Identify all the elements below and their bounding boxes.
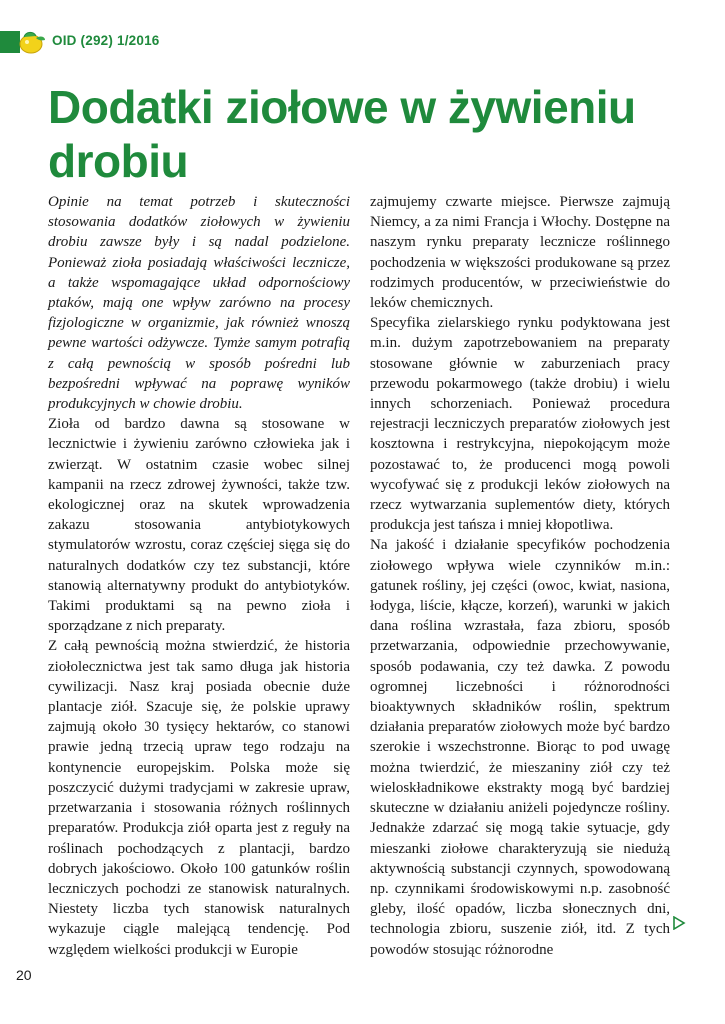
paragraph: Na jakość i działanie specyfików pochodzenia ziołowego wpływa wiele czynników m.in.: gatunek rośliny, jej części (owoc, kwiat, nasiona, łodyga, liście, kłącze, korzeń), warunki w jakich dana roślina wzrastała, faza zbioru, sposób przetwarzania, odpowiednie przechowywanie, sposób podawania, czy też dawka. Z powodu ogromnej liczebności i różnorodności bioaktywnych składników roślin, spektrum działania preparatów ziołowych może być bardzo szerokie i wszechstronne. Biorąc to pod uwagę można twierdzić, że mieszaniny ziół czy też wieloskładnikowe ekstrakty mogą być bardziej skuteczne w działaniu aniżeli pojedyncze rośliny. Jednakże zdarzać się mogą takie sytuacje, gdy mieszanki ziołowe charakteryzują sie niedużą aktywnością substancji czynnych, spowodowaną np. czynnikami środowiskowymi n.p. zasobność gleby, ilość opadów, liczba słonecznych dni, technologia zbioru, suszenie ziół, itd. Z tych powodów stosując różnorodne (370, 537, 670, 958)
issue-label: OID (292) 1/2016 (52, 33, 160, 48)
paragraph: Z całą pewnością można stwierdzić, że historia ziołolecznictwa jest tak samo długa jak historia cywilizacji. Nasz kraj posiada obecnie duże plantacje ziół. Szacuje się, że polskie uprawy zajmują około 30 tysięcy hektarów, co stanowi prawie jedną trzecią upraw tego rodzaju na kontynencie europejskim. Polska może się poszczycić dużymi tradycjami w zakresie upraw, przetwarzania i stosowania różnych roślinnych preparatów. Produkcja ziół oparta jest z reguły na roślinach pochodzących z plantacji, bardzo dobrych jakościowo. Około 100 gatunków roślin leczniczych pochodzi ze stanowisk naturalnych. Niestety liczba tych stanowisk naturalnych wykazuje ciągle malejącą tendencję. Pod względem wielkości produkcji w Europie (48, 638, 350, 958)
lemon-logo-icon (14, 27, 48, 57)
continue-arrow-icon (672, 916, 686, 930)
text-column-left (48, 192, 350, 960)
article-title: Dodatki ziołowe w żywieniu drobiu (48, 81, 636, 187)
page-number: 20 (16, 967, 32, 983)
paragraph: zajmujemy czwarte miejsce. Pierwsze zajmują Niemcy, a za nimi Francja i Włochy. Dostępne na naszym rynku preparaty lecznicze roślinnego pochodzenia w większości produkowane są przez rodzimych producentów, w przeciwieństwie do leków chemicznych. (370, 194, 670, 312)
paragraph: Specyfika zielarskiego rynku podyktowana jest m.in. dużym zapotrzebowaniem na preparaty stosowane głównie w zaburzeniach pracy przewodu pokarmowego (także drobiu) i wielu innych schorzeniach. Ponieważ procedura rejestracji leczniczych preparatów ziołowych jest kosztowna i restrykcyjna, niepokojącym może pozostawać to, że producenci mogą powoli wycofywać się z produkcji leków ziołowych na rzecz wytwarzania suplementów diety, których produkcja jest tańsza i mniej kłopotliwa. (370, 315, 670, 534)
article-lead: Opinie na temat potrzeb i skuteczności stosowania dodatków ziołowych w żywieniu drobiu zawsze były i są nadal podzielone. Ponieważ zioła posiadają właściwości lecznicze, a także wspomagające układ odpornościowy ptaków, mają one wpływ zarówno na procesy fizjologiczne w organizmie, jak również wnoszą pewne wartości odżywcze. Tymże samym potrafią z całą pewnością w sposób pośredni lub bezpośredni wpływać na poprawę wyników produkcyjnych w chowie drobiu. (48, 194, 350, 413)
text-column-right (370, 192, 670, 960)
paragraph: Zioła od bardzo dawna są stosowane w lecznictwie i żywieniu zarówno człowieka jak i zwierząt. W ostatnim czasie wobec silnej kampanii na rzecz zdrowej żywności, także tzw. ekologicznej oraz na skutek wprowadzenia zakazu stosowania antybiotykowych stymulatorów wzrostu, coraz częściej sięga się do naturalnych dodatków czy tez substancji, które stanowią alternatywny produkt do antybiotyków. Takimi produktami są na pewno zioła i sporządzane z nich preparaty. (48, 416, 350, 635)
